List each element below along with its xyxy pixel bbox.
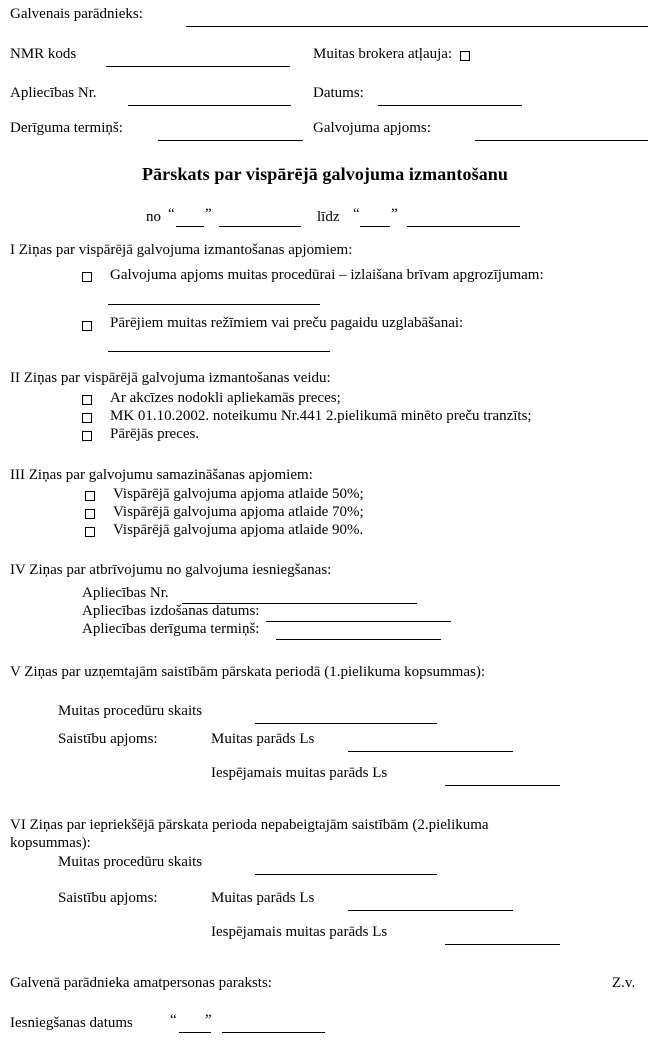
section-5-customs-debt-label: Muitas parāds Ls xyxy=(211,731,315,747)
section-5-customs-debt-field[interactable] xyxy=(348,751,513,752)
submission-date-open-quote: “ xyxy=(170,1012,177,1028)
period-from-day-field[interactable] xyxy=(176,226,204,227)
section-4-heading: IV Ziņas par atbrīvojumu no galvojuma iesniegšanas: xyxy=(10,562,332,578)
principal-debtor-label: Galvenais parādnieks: xyxy=(10,6,143,22)
section-5-potential-customs-debt-label: Iespējamais muitas parāds Ls xyxy=(211,765,388,781)
section-5-procedures-count-field[interactable] xyxy=(255,723,437,724)
section-6-heading-line2: kopsummas): xyxy=(10,835,91,851)
section-4-row-1-field[interactable] xyxy=(266,621,451,622)
period-to-month-field[interactable] xyxy=(407,226,520,227)
period-from-label: no xyxy=(146,209,161,225)
submission-date-label: Iesniegšanas datums xyxy=(10,1015,133,1031)
submission-date-month-field[interactable] xyxy=(222,1032,325,1033)
section-1-checkbox-0[interactable] xyxy=(82,272,92,282)
section-4-row-2-label: Apliecības derīguma termiņš: xyxy=(82,621,260,637)
guarantee-amount-label: Galvojuma apjoms: xyxy=(313,120,431,136)
section-4-row-1-label: Apliecības izdošanas datums: xyxy=(82,603,260,619)
section-5-obligations-label: Saistību apjoms: xyxy=(58,731,158,747)
period-to-label: līdz xyxy=(317,209,340,225)
section-5-potential-customs-debt-field[interactable] xyxy=(445,785,560,786)
section-3-checkbox-2[interactable] xyxy=(85,527,95,537)
section-5-procedures-count-label: Muitas procedūru skaits xyxy=(58,703,203,719)
validity-term-field[interactable] xyxy=(158,140,303,141)
section-3-checkbox-0[interactable] xyxy=(85,491,95,501)
period-from-month-field[interactable] xyxy=(219,226,301,227)
section-1-item-1-field[interactable] xyxy=(108,351,330,352)
section-6-potential-customs-debt-label: Iespējamais muitas parāds Ls xyxy=(211,924,388,940)
section-6-obligations-label: Saistību apjoms: xyxy=(58,890,158,906)
section-2-checkbox-2[interactable] xyxy=(82,431,92,441)
date-field[interactable] xyxy=(378,105,522,106)
period-to-close-quote: ” xyxy=(391,206,398,222)
validity-term-label: Derīguma termiņš: xyxy=(10,120,123,136)
section-3-item-2-label: Vispārējā galvojuma apjoma atlaide 90%. xyxy=(113,522,364,538)
period-to-day-field[interactable] xyxy=(360,226,390,227)
date-label: Datums: xyxy=(313,85,364,101)
section-2-checkbox-1[interactable] xyxy=(82,413,92,423)
section-1-item-0-label: Galvojuma apjoms muitas procedūrai – izlaišana brīvam apgrozījumam: xyxy=(110,267,544,283)
section-2-heading: II Ziņas par vispārējā galvojuma izmantošanas veidu: xyxy=(10,370,331,386)
section-6-potential-customs-debt-field[interactable] xyxy=(445,944,560,945)
principal-debtor-field[interactable] xyxy=(186,26,648,27)
certificate-no-field[interactable] xyxy=(128,105,291,106)
seal-label: Z.v. xyxy=(612,975,636,991)
section-3-heading: III Ziņas par galvojumu samazināšanas apjomiem: xyxy=(10,467,313,483)
section-3-checkbox-1[interactable] xyxy=(85,509,95,519)
section-6-procedures-count-field[interactable] xyxy=(255,874,437,875)
customs-broker-permit-label: Muitas brokera atļauja: xyxy=(313,46,453,62)
section-4-row-0-label: Apliecības Nr. xyxy=(82,585,169,601)
section-6-customs-debt-label: Muitas parāds Ls xyxy=(211,890,315,906)
section-1-heading: I Ziņas par vispārējā galvojuma izmantošanas apjomiem: xyxy=(10,242,353,258)
section-1-checkbox-1[interactable] xyxy=(82,321,92,331)
customs-broker-permit-checkbox[interactable] xyxy=(460,51,470,61)
period-from-close-quote: ” xyxy=(205,206,212,222)
period-to-open-quote: “ xyxy=(353,206,360,222)
section-2-item-0-label: Ar akcīzes nodokli apliekamās preces; xyxy=(110,390,341,406)
submission-date-day-field[interactable] xyxy=(179,1032,211,1033)
section-2-item-2-label: Pārējās preces. xyxy=(110,426,200,442)
section-3-item-1-label: Vispārējā galvojuma apjoma atlaide 70%; xyxy=(113,504,364,520)
section-6-heading-line1: VI Ziņas par iepriekšējā pārskata perioda nepabeigtajām saistībām (2.pielikuma xyxy=(10,817,489,833)
section-6-customs-debt-field[interactable] xyxy=(348,910,513,911)
section-1-item-0-field[interactable] xyxy=(108,304,320,305)
nmr-code-field[interactable] xyxy=(106,66,290,67)
page-title: Pārskats par vispārējā galvojuma izmantošanu xyxy=(141,164,509,184)
section-2-item-1-label: MK 01.10.2002. noteikumu Nr.441 2.pielikumā minēto preču tranzīts; xyxy=(110,408,532,424)
section-6-procedures-count-label: Muitas procedūru skaits xyxy=(58,854,203,870)
nmr-code-label: NMR kods xyxy=(10,46,77,62)
section-3-item-0-label: Vispārējā galvojuma apjoma atlaide 50%; xyxy=(113,486,364,502)
guarantee-amount-field[interactable] xyxy=(475,140,648,141)
signature-label: Galvenā parādnieka amatpersonas paraksts: xyxy=(10,975,272,991)
period-from-open-quote: “ xyxy=(168,206,175,222)
certificate-no-label: Apliecības Nr. xyxy=(10,85,97,101)
section-5-heading: V Ziņas par uzņemtajām saistībām pārskata periodā (1.pielikuma kopsummas): xyxy=(10,664,486,680)
section-1-item-1-label: Pārējiem muitas režīmiem vai preču pagaidu uzglabāšanai: xyxy=(110,315,464,331)
section-4-row-2-field[interactable] xyxy=(276,639,441,640)
submission-date-close-quote: ” xyxy=(205,1012,212,1028)
section-2-checkbox-0[interactable] xyxy=(82,395,92,405)
